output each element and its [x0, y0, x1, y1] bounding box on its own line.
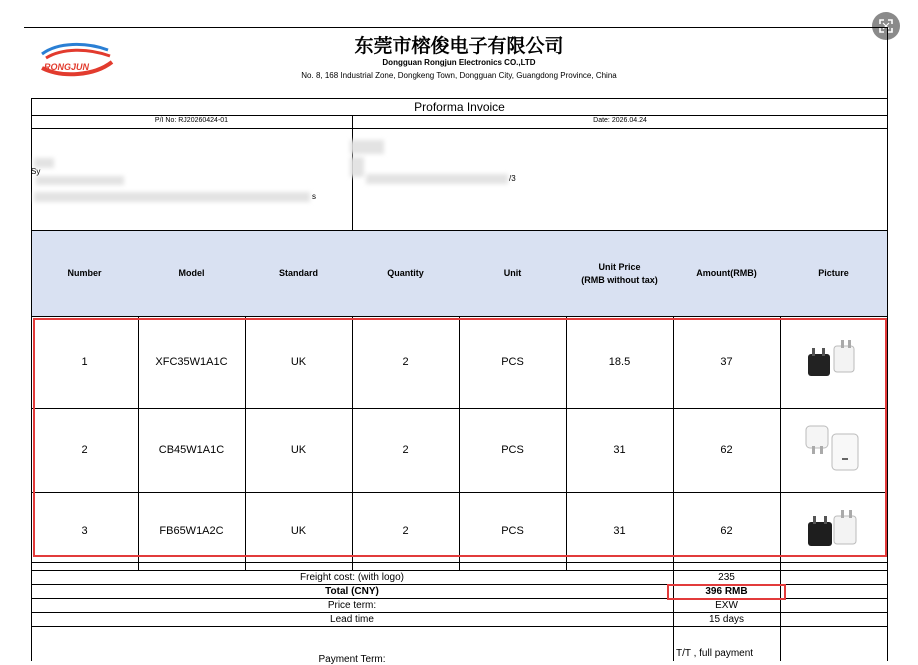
header-number: Number [67, 268, 102, 278]
row1-number: 1 [81, 356, 88, 368]
row2-quantity: 2 [402, 444, 409, 456]
payment-term-value: T/T , full payment [676, 648, 754, 659]
logo-text: RONGJUN [44, 62, 90, 72]
row1-unit-price: 18.5 [608, 356, 631, 368]
price-term-value: EXW [715, 600, 738, 611]
row1-amount: 37 [720, 356, 733, 368]
lead-time-label: Lead time [330, 614, 374, 625]
header-unit-price-line1: Unit Price [598, 261, 641, 272]
row3-amount: 62 [720, 525, 733, 537]
rows-highlight-box [33, 318, 887, 557]
row3-model: FB65W1A2C [159, 525, 224, 537]
row3-number: 3 [81, 525, 88, 537]
price-term-label: Price term: [327, 600, 377, 611]
row1-standard: UK [290, 356, 307, 368]
row1-unit: PCS [501, 356, 524, 368]
row3-standard: UK [290, 525, 307, 537]
page-border-top [24, 27, 888, 28]
total-highlight-box [667, 584, 786, 600]
row2-model: CB45W1A1C [158, 444, 225, 456]
row1-model: XFC35W1A1C [155, 356, 228, 368]
header-amount: Amount(RMB) [696, 268, 757, 278]
invoice-title: Proforma Invoice [414, 100, 505, 114]
invoice-date: Date: 2026.04.24 [593, 117, 647, 124]
freight-value: 235 [718, 572, 735, 583]
seller-fragment: /3 [509, 174, 516, 183]
freight-label: Freight cost: (with logo) [300, 572, 404, 583]
pi-number: P/I No: RJ20260424-01 [154, 117, 229, 124]
redacted-block [350, 140, 384, 154]
redacted-block [36, 176, 124, 185]
header-unit: Unit [503, 268, 522, 278]
header-picture: Picture [818, 268, 849, 278]
header-unit-price-line2: (RMB without tax) [581, 274, 658, 285]
rule [31, 626, 888, 627]
payment-term-label: Payment Term: [318, 654, 386, 665]
rule [31, 98, 888, 99]
company-address: No. 8, 168 Industrial Zone, Dongkeng Town, Dongguan City, Guangdong Province, China [301, 71, 617, 80]
row1-quantity: 2 [402, 356, 409, 368]
row2-unit: PCS [501, 444, 524, 456]
expand-button[interactable] [872, 12, 900, 40]
header-quantity: Quantity [387, 268, 424, 278]
buyer-fragment: Sy [31, 167, 41, 176]
redacted-block [34, 192, 310, 202]
rule [31, 570, 888, 571]
row2-unit-price: 31 [613, 444, 626, 456]
total-value: 396 RMB [705, 586, 748, 597]
header-standard: Standard [278, 268, 318, 278]
row3-unit-price: 31 [613, 525, 626, 537]
row3-quantity: 2 [402, 525, 409, 537]
expand-icon [878, 18, 894, 34]
row2-standard: UK [290, 444, 307, 456]
total-label: Total (CNY) [325, 586, 379, 597]
lead-time-value: 15 days [708, 614, 745, 625]
row2-number: 2 [81, 444, 88, 456]
buyer-fragment: s [312, 192, 316, 201]
header-model: Model [178, 268, 205, 278]
row2-amount: 62 [720, 444, 733, 456]
company-name-en: Dongguan Rongjun Electronics CO.,LTD [382, 58, 536, 67]
rule [31, 115, 888, 116]
redacted-block [350, 157, 364, 177]
row3-unit: PCS [501, 525, 524, 537]
redacted-block [366, 174, 508, 184]
header-unit-price [566, 231, 673, 316]
rule [31, 128, 888, 129]
company-name-cn: 东莞市榕俊电子有限公司 [354, 35, 564, 57]
rule [31, 612, 888, 613]
